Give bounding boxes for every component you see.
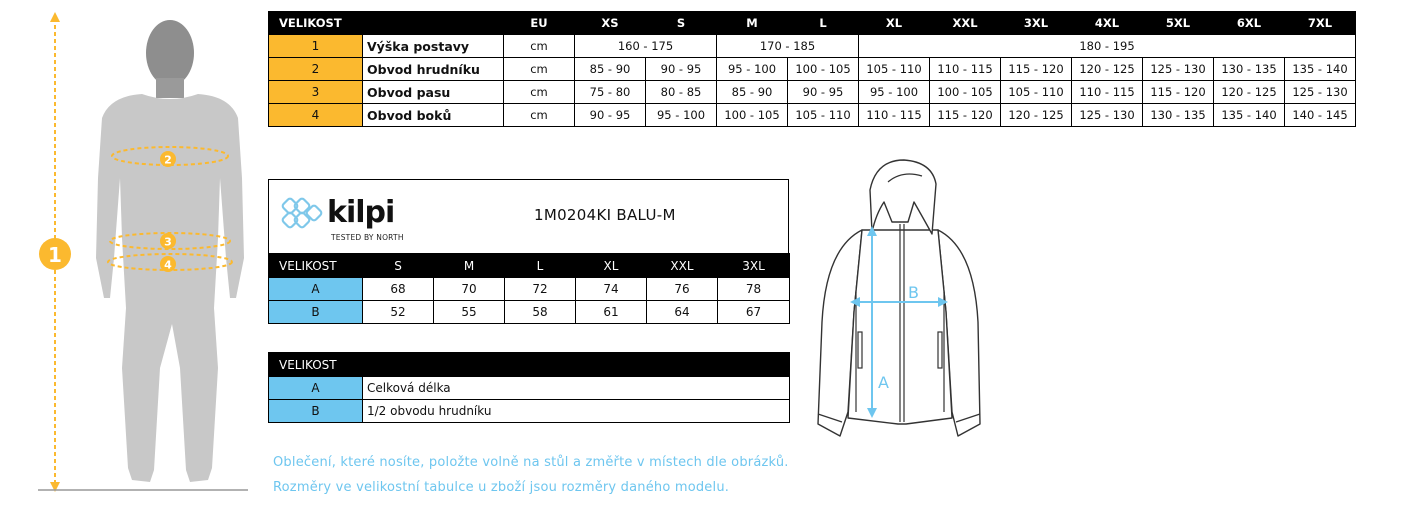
table-cell: 130 - 135 (1214, 58, 1285, 81)
table-cell: 70 (434, 278, 505, 301)
table-cell: 90 - 95 (646, 58, 717, 81)
row-key: B (269, 301, 363, 324)
table-cell: 75 - 80 (575, 81, 646, 104)
header-6xl: 6XL (1214, 12, 1285, 35)
table-cell: 76 (647, 278, 718, 301)
header-xs: XS (575, 12, 646, 35)
marker-label-1: 1 (48, 243, 62, 267)
table-cell: 115 - 120 (1143, 81, 1214, 104)
measurement-legend-table (268, 352, 790, 423)
table-cell: 74 (576, 278, 647, 301)
header-3xl: 3XL (718, 254, 790, 278)
model-header-box (268, 179, 789, 253)
marker-label-3: 3 (164, 235, 172, 249)
row-number: 3 (269, 81, 363, 104)
table-cell: 95 - 100 (859, 81, 930, 104)
row-description: 1/2 obvodu hrudníku (363, 400, 790, 423)
body-measurement-figure (30, 8, 255, 496)
row-key: B (269, 400, 363, 423)
marker-label-4: 4 (164, 258, 172, 272)
table-cell: 78 (718, 278, 790, 301)
header-l: L (788, 12, 859, 35)
row-key: A (269, 377, 363, 400)
marker-1-icon (39, 238, 71, 270)
header-s: S (646, 12, 717, 35)
header-5xl: 5XL (1143, 12, 1214, 35)
table-cell: 95 - 100 (646, 104, 717, 127)
table-cell: 125 - 130 (1072, 104, 1143, 127)
header-s: S (363, 254, 434, 278)
table-cell: 52 (363, 301, 434, 324)
brand-tagline: TESTED BY NORTH (331, 233, 404, 242)
table-cell: 80 - 85 (646, 81, 717, 104)
jacket-measurement-figure (812, 152, 988, 444)
table-cell: 110 - 115 (859, 104, 930, 127)
height-range-xs-s: 160 - 175 (575, 35, 717, 58)
table-cell: 55 (434, 301, 505, 324)
legend-header: VELIKOST (269, 353, 790, 377)
kilpi-knot-icon (278, 194, 326, 234)
table-cell: 58 (505, 301, 576, 324)
table-row (269, 278, 790, 301)
row-label: Obvod pasu (363, 81, 504, 104)
table-cell: 120 - 125 (1001, 104, 1072, 127)
table-cell: 95 - 100 (717, 58, 788, 81)
table-cell: 100 - 105 (930, 81, 1001, 104)
table-cell: 105 - 110 (1001, 81, 1072, 104)
table-cell: 100 - 105 (788, 58, 859, 81)
header-m: M (717, 12, 788, 35)
marker-4-icon (160, 256, 176, 272)
marker-label-2: 2 (164, 153, 172, 167)
table-cell: 130 - 135 (1143, 104, 1214, 127)
height-range-xl-7xl: 180 - 195 (859, 35, 1356, 58)
instruction-note: Oblečení, které nosíte, položte volně na stůl a změřte v místech dle obrázků. (273, 455, 789, 470)
table-cell: 105 - 110 (788, 104, 859, 127)
header-7xl: 7XL (1285, 12, 1356, 35)
marker-3-icon (160, 233, 176, 249)
model-code: 1M0204KI BALU-M (534, 206, 676, 224)
table-row (269, 58, 1356, 81)
header-m: M (434, 254, 505, 278)
table-cell: 61 (576, 301, 647, 324)
row-number: 4 (269, 104, 363, 127)
model-note: Rozměry ve velikostní tabulce u zboží jsou rozměry daného modelu. (273, 480, 730, 495)
table-cell: 115 - 120 (1001, 58, 1072, 81)
row-unit: cm (504, 58, 575, 81)
table-cell: 135 - 140 (1214, 104, 1285, 127)
row-description: Celková délka (363, 377, 790, 400)
header-4xl: 4XL (1072, 12, 1143, 35)
row-label: Výška postavy (363, 35, 504, 58)
table-cell: 85 - 90 (575, 58, 646, 81)
table-cell: 90 - 95 (788, 81, 859, 104)
header-xxl: XXL (647, 254, 718, 278)
model-header-row (269, 254, 790, 278)
table-cell: 110 - 115 (930, 58, 1001, 81)
row-unit: cm (504, 81, 575, 104)
table-cell: 125 - 130 (1285, 81, 1356, 104)
header-xl: XL (576, 254, 647, 278)
table-cell: 110 - 115 (1072, 81, 1143, 104)
table-row (269, 35, 1356, 58)
table-cell: 140 - 145 (1285, 104, 1356, 127)
table-cell: 115 - 120 (930, 104, 1001, 127)
table-row (269, 81, 1356, 104)
table-cell: 100 - 105 (717, 104, 788, 127)
table-cell: 120 - 125 (1072, 58, 1143, 81)
size-chart-table (268, 11, 1356, 127)
row-unit: cm (504, 104, 575, 127)
jacket-label-a: A (878, 373, 889, 392)
row-unit: cm (504, 35, 575, 58)
table-cell: 105 - 110 (859, 58, 930, 81)
header-velikost: VELIKOST (269, 254, 363, 278)
table-row (269, 104, 1356, 127)
table-cell: 64 (647, 301, 718, 324)
header-velikost: VELIKOST (269, 12, 363, 35)
table-cell: 120 - 125 (1214, 81, 1285, 104)
header-l: L (505, 254, 576, 278)
row-number: 1 (269, 35, 363, 58)
row-key: A (269, 278, 363, 301)
table-cell: 125 - 130 (1143, 58, 1214, 81)
height-range-m-l: 170 - 185 (717, 35, 859, 58)
table-cell: 67 (718, 301, 790, 324)
row-label: Obvod boků (363, 104, 504, 127)
model-measurements-table (268, 253, 790, 324)
header-xxl: XXL (930, 12, 1001, 35)
marker-2-icon (160, 151, 176, 167)
header-xl: XL (859, 12, 930, 35)
table-row (269, 400, 790, 423)
brand-logo: kilpi (327, 195, 395, 230)
header-eu: EU (504, 12, 575, 35)
legend-header-row (269, 353, 790, 377)
size-header-row (269, 12, 1356, 35)
table-cell: 72 (505, 278, 576, 301)
table-row (269, 301, 790, 324)
table-cell: 90 - 95 (575, 104, 646, 127)
table-cell: 135 - 140 (1285, 58, 1356, 81)
jacket-label-b: B (908, 283, 919, 302)
header-blank (363, 12, 504, 35)
table-cell: 68 (363, 278, 434, 301)
table-row (269, 377, 790, 400)
table-cell: 85 - 90 (717, 81, 788, 104)
row-label: Obvod hrudníku (363, 58, 504, 81)
header-3xl: 3XL (1001, 12, 1072, 35)
row-number: 2 (269, 58, 363, 81)
